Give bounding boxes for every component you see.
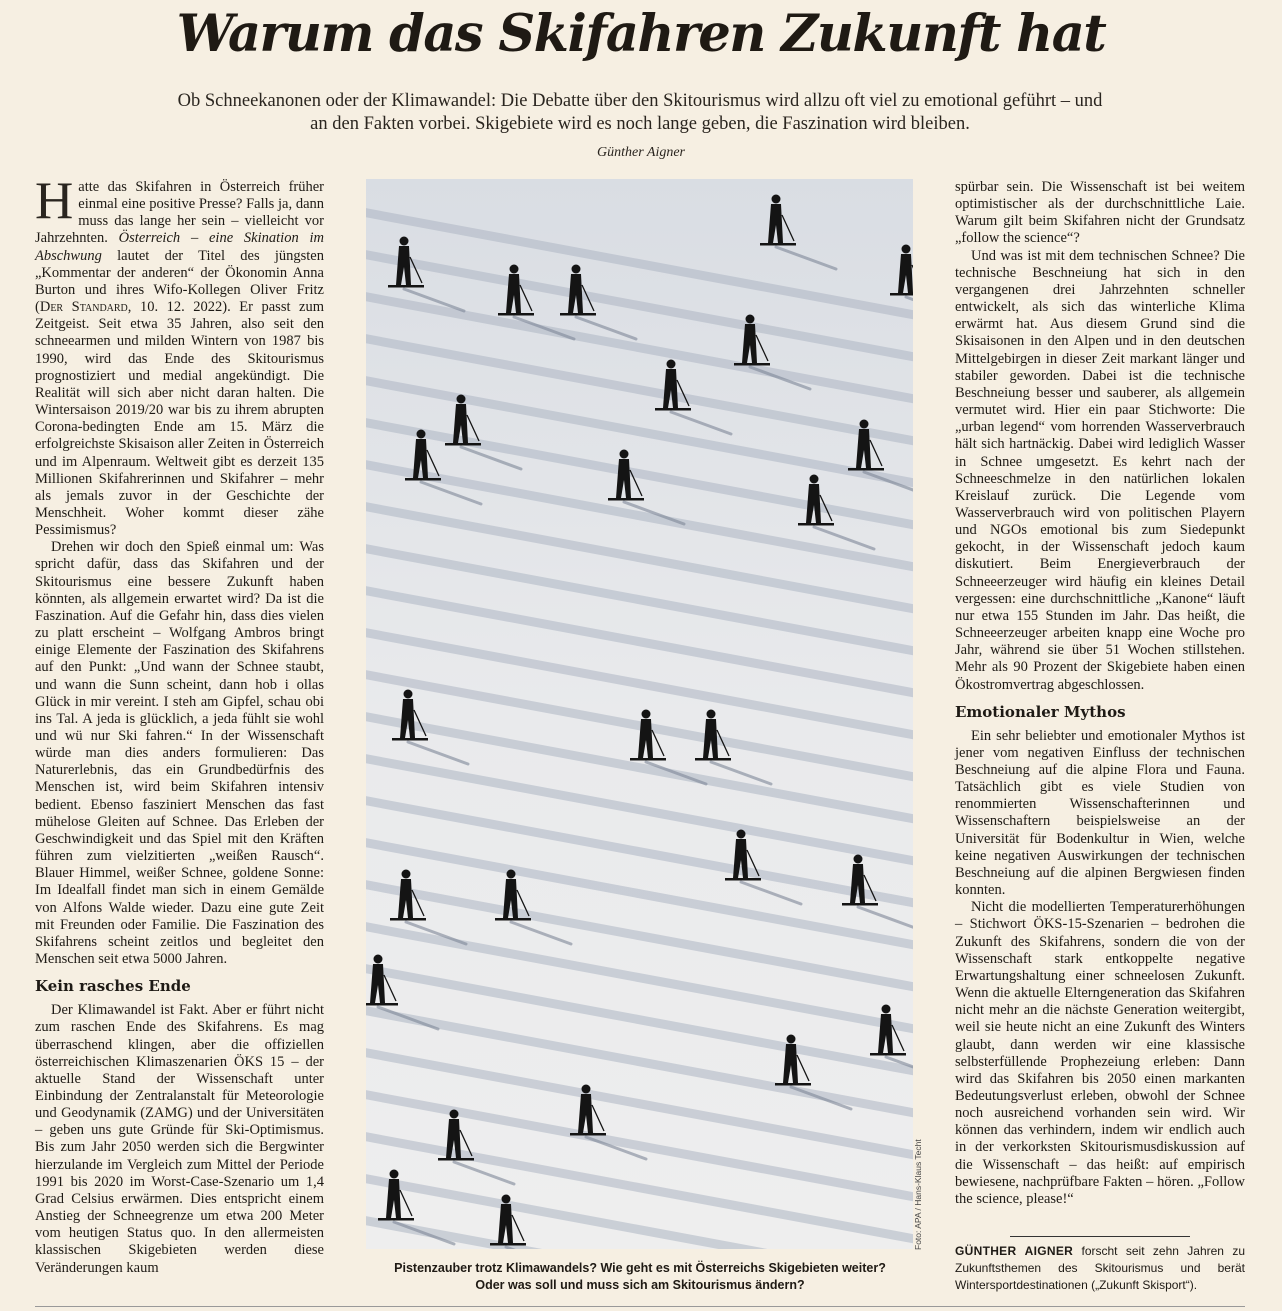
- author-rule: [1010, 1236, 1190, 1237]
- right-paragraph-1: spürbar sein. Die Wissenschaft ist bei weitem optimistischer als der durchschnittliche Laie. Warum gilt beim Skifahren nicht der Grundsatz „follow the science“?: [955, 179, 1245, 247]
- skiers-photo: [366, 179, 913, 1249]
- left-paragraph-2: Drehen wir doch den Spieß einmal um: Was spricht dafür, dass das Skifahren und der Skitourismus eine bessere Zukunft haben könnten, als allgemein erwartet wird? Da ist die Faszination. Auf die Gefahr hin, dass dies vielen zu platt erscheint – Wolfgang Ambros bringt einige Elemente der Faszination des Skifahrens auf den Punkt: „Und wann der Schnee staubt, und wann die Sunn scheint, dann hob i ollas Glück in mir vereint. I steh am Gipfel, schau obi ins Tal. A jeda is glücklich, a jeda fühlt sie wohl und wü nur Ski fahren.“ In der Wissenschaft würde man dies anders formulieren: Das Naturerlebnis, das ein Grundbedürfnis des Menschen ist, wird beim Skifahren intensiv bedient. Ebenso fasziniert Menschen das fast mühelose Gleiten auf Schnee. Das Erleben der Geschwindigkeit und das Spiel mit den Kräften führen zum vielzitierten „weißen Rausch“. Blauer Himmel, weißer Schnee, goldene Sonne: Im Idealfall findet man sich in einem Gemälde von Alfons Walde wieder. Dazu eine gute Zeit mit Freunden oder Familie. Die Faszination des Skifahrens scheint zeitlos und begleitet den Menschen seit etwa 5000 Jahren.: [35, 539, 324, 968]
- photo-caption: Pistenzauber trotz Klimawandels? Wie geht es mit Österreichs Skigebieten weiter? Oder was soll und muss sich am Skitourismus ändern?: [394, 1261, 886, 1292]
- byline: Günther Aigner: [596, 145, 685, 160]
- photo-credit: Foto: APA / Hans-Klaus Techt: [913, 1139, 923, 1250]
- right-column: [955, 179, 1245, 1208]
- author-bio-text: forscht seit zehn Jahren zu Zukunftsthemen des Skitourismus und berät Wintersportdestinationen („Zukunft Skisport“).: [955, 1244, 1245, 1292]
- left-p1-text: atte das Skifahren in Österreich früher einmal eine positive Presse? Falls ja, dann muss das lange her sein – vielleicht vor Jahrzehnten.: [35, 179, 324, 247]
- subhead-emotionaler-mythos: Emotionaler Mythos: [955, 702, 1126, 721]
- right-paragraph-2: Und was ist mit dem technischen Schnee? Die technische Beschneiung hat sich in den vergangenen drei Jahrzehnten schneller entwickelt, als sich das winterliche Klima erwärmt hat. Aus diesem Grund sind die Skisaisonen in den Alpen und in den deutschen Mittelgebirgen in dieser Zeit markant länger und stabiler geworden. Dabei ist die technische Beschneiung besser und sauberer, als allgemein vermutet wird. Hier ein paar Stichworte: Die „urban legend“ vom horrenden Wasserverbrauch hält sich hartnäckig. Dabei wird lediglich Wasser in Schnee umgesetzt. Es kehrt nach der Schneeschmelze in den natürlichen lokalen Kreislauf zurück. Die Legende vom Wasserverbrauch wird von politischen Playern und NGOs emotional bis zum Siedepunkt gekocht, in der Wissenschaft jedoch kaum diskutiert. Beim Energieverbrauch der Schneeerzeuger wird häufig ein kleines Detail vergessen: eine durchschnittliche „Kanone“ läuft nur etwa 155 Stunden im Jahr. Das heißt, die Schneeerzeuger arbeiten knapp eine Woche pro Jahr, während sie über 51 Wochen stillstehen. Mehr als 90 Prozent der Skigebiete haben einen Ökostromvertrag abgeschlossen.: [955, 247, 1245, 693]
- paper-name: Der Standard: [39, 299, 128, 316]
- left-p1-text-3: , 10. 12. 2022). Er passt zum Zeitgeist. Seit etwa 35 Jahren, also seit den schneearmen und milden Wintern von 1987 bis 1990, wird das Ende des Skitourismus prognostiziert und medial angekündigt. Die Realität will sich aber nicht daran halten. Die Wintersaison 2019/20 war bis zu ihrem abrupten Corona-bedingten Ende am 15. März die erfolgreichste Skisaison aller Zeiten in Österreich und im Alpenraum. Weltweit gibt es derzeit 135 Millionen Skifahrerinnen und Skifahrer – mehr als jemals zuvor in der Geschichte der Menschheit. Woher kommt dieser zähe Pessimismus?: [35, 299, 325, 539]
- lead-paragraph: Ob Schneekanonen oder der Klimawandel: Die Debatte über den Skitourismus wird allzu oft viel zu emotional geführt – und an den Fakten vorbei. Skigebiete wird es noch lange geben, die Faszination wird bleiben.: [177, 91, 1103, 134]
- drop-cap: H: [35, 172, 74, 230]
- right-paragraph-4: Nicht die modellierten Temperaturerhöhungen – Stichwort ÖKS-15-Szenarien – bedrohen die Zukunft des Skifahrens, sondern die von der Wissenschaft stark entkoppelte negative Erwartungshaltung einer schneelosen Zukunft. Wenn die aktuelle Elterngeneration das Skifahren nicht mehr an die nächste Generation weitergibt, weil sie heute nicht an eine Zukunft des Winters glaubt, dann werden wir eine klassische selbsterfüllende Prophezeiung erleben: Dann wird das Skifahren bis 2050 einen markanten Bedeutungsverlust erleben, obwohl der Schnee noch ausreichend vorhanden sein wird. Wir können das verhindern, indem wir endlich auch in der verkorksten Skitourismusdiskussion auf die Wissenschaft – das heißt: auf empirisch bewiesene, nachprüfbare Fakten – hören. „Follow the science, please!“: [955, 899, 1245, 1207]
- left-paragraph-3: Der Klimawandel ist Fakt. Aber er führt nicht zum raschen Ende des Skifahrens. Es mag überraschend klingen, aber die offiziellen österreichischen Klimaszenarien ÖKS 15 – der aktuelle Stand der Wissenschaft unter Einbindung der Zentralanstalt für Meteorologie und Geodynamik (ZAMG) und der Universitäten – geben uns gute Gründe für Ski-Optimismus. Bis zum Jahr 2050 werden sich die Bergwinter hierzulande im Vergleich zum Mittel der Periode 1991 bis 2020 im Worst-Case-Szenario um 1,4 Grad Celsius erwärmen. Dies entspricht einem Anstieg der Schneegrenze um etwa 200 Meter vom heutigen Status quo. In den allermeisten klassischen Skigebieten werden diese Veränderungen kaum: [35, 1002, 324, 1276]
- author-bio: [955, 1243, 1245, 1294]
- bottom-rule: [35, 1306, 1245, 1307]
- left-p1-text-2: lautet der Titel des jüngsten „Kommentar der anderen“ der Ökonomin Anna Burton und ihres Wifo-Kollegen Oliver Fritz (: [35, 247, 324, 316]
- author-name: GÜNTHER AIGNER: [955, 1244, 1074, 1258]
- left-paragraph-1: [35, 172, 325, 539]
- left-column: [35, 172, 325, 1277]
- right-paragraph-3: Ein sehr beliebter und emotionaler Mythos ist jener vom negativen Einfluss der technischen Beschneiung auf die alpine Flora und Fauna. Tatsächlich gibt es viele Studien von renommierten Wissenschafterinnen und Wissenschaftern beispielsweise an der Universität für Bodenkultur in Wien, welche keine negativen Auswirkungen der technischen Beschneiung auf die alpinen Bergwiesen finden konnten.: [955, 727, 1245, 899]
- cited-title: Österreich – eine Skination im Abschwung: [35, 230, 324, 264]
- headline: Warum das Skifahren Zukunft hat: [176, 4, 1106, 64]
- subhead-kein-rasches-ende: Kein rasches Ende: [35, 977, 191, 996]
